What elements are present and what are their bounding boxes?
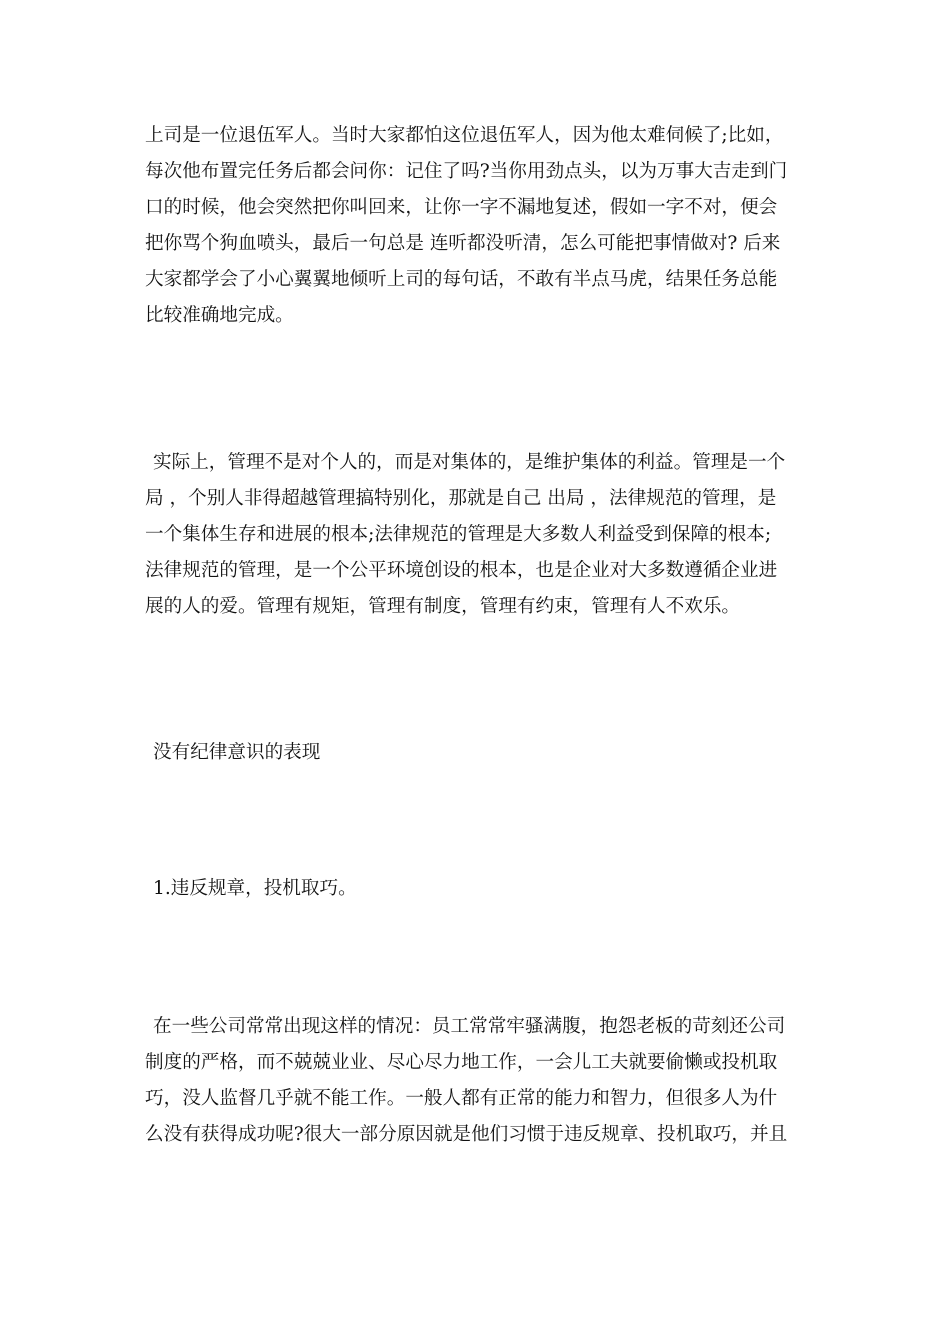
paragraph-5-line-1: 在一些公司常常出现这样的情况：员工常常牢骚满腹，抱怨老板的苛刻还公司 <box>153 1016 786 1037</box>
paragraph-1-line-5: 大家都学会了小心翼翼地倾听上司的每句话，不敢有半点马虎，结果任务总能 <box>145 269 778 290</box>
paragraph-5-line-2: 制度的严格，而不兢兢业业、尽心尽力地工作，一会儿工夫就要偷懒或投机取 <box>145 1052 778 1073</box>
paragraph-2-line-4: 法律规范的管理，是一个公平环境创设的根本，也是企业对大多数遵循企业进 <box>145 560 778 581</box>
paragraph-2-line-5: 展的人的爱。管理有规矩，管理有制度，管理有约束，管理有人不欢乐。 <box>145 596 741 617</box>
paragraph-1-line-1: 上司是一位退伍军人。当时大家都怕这位退伍军人，因为他太难伺候了;比如， <box>145 125 784 146</box>
paragraph-1-line-2: 每次他布置完任务后都会问你：记住了吗?当你用劲点头，以为万事大吉走到门 <box>145 161 788 182</box>
list-item-1: 1.违反规章，投机取巧。 <box>153 878 357 899</box>
paragraph-2-line-1: 实际上，管理不是对个人的，而是对集体的，是维护集体的利益。管理是一个 <box>153 452 786 473</box>
paragraph-5-line-4: 么没有获得成功呢?很大一部分原因就是他们习惯于违反规章、投机取巧，并且 <box>145 1124 788 1145</box>
paragraph-2-line-2: 局 ，个别人非得超越管理搞特别化，那就是自己 出局 ，法律规范的管理，是 <box>145 488 777 509</box>
paragraph-2-line-3: 一个集体生存和进展的根本;法律规范的管理是大多数人利益受到保障的根本; <box>145 524 772 545</box>
paragraph-1-line-6: 比较准确地完成。 <box>145 305 294 326</box>
paragraph-5-line-3: 巧，没人监督几乎就不能工作。一般人都有正常的能力和智力，但很多人为什 <box>145 1088 778 1109</box>
paragraph-1-line-3: 口的时候，他会突然把你叫回来，让你一字不漏地复述，假如一字不对，便会 <box>145 197 778 218</box>
section-heading: 没有纪律意识的表现 <box>153 742 321 763</box>
paragraph-1-line-4: 把你骂个狗血喷头，最后一句总是 连听都没听清，怎么可能把事情做对? 后来 <box>145 233 781 254</box>
